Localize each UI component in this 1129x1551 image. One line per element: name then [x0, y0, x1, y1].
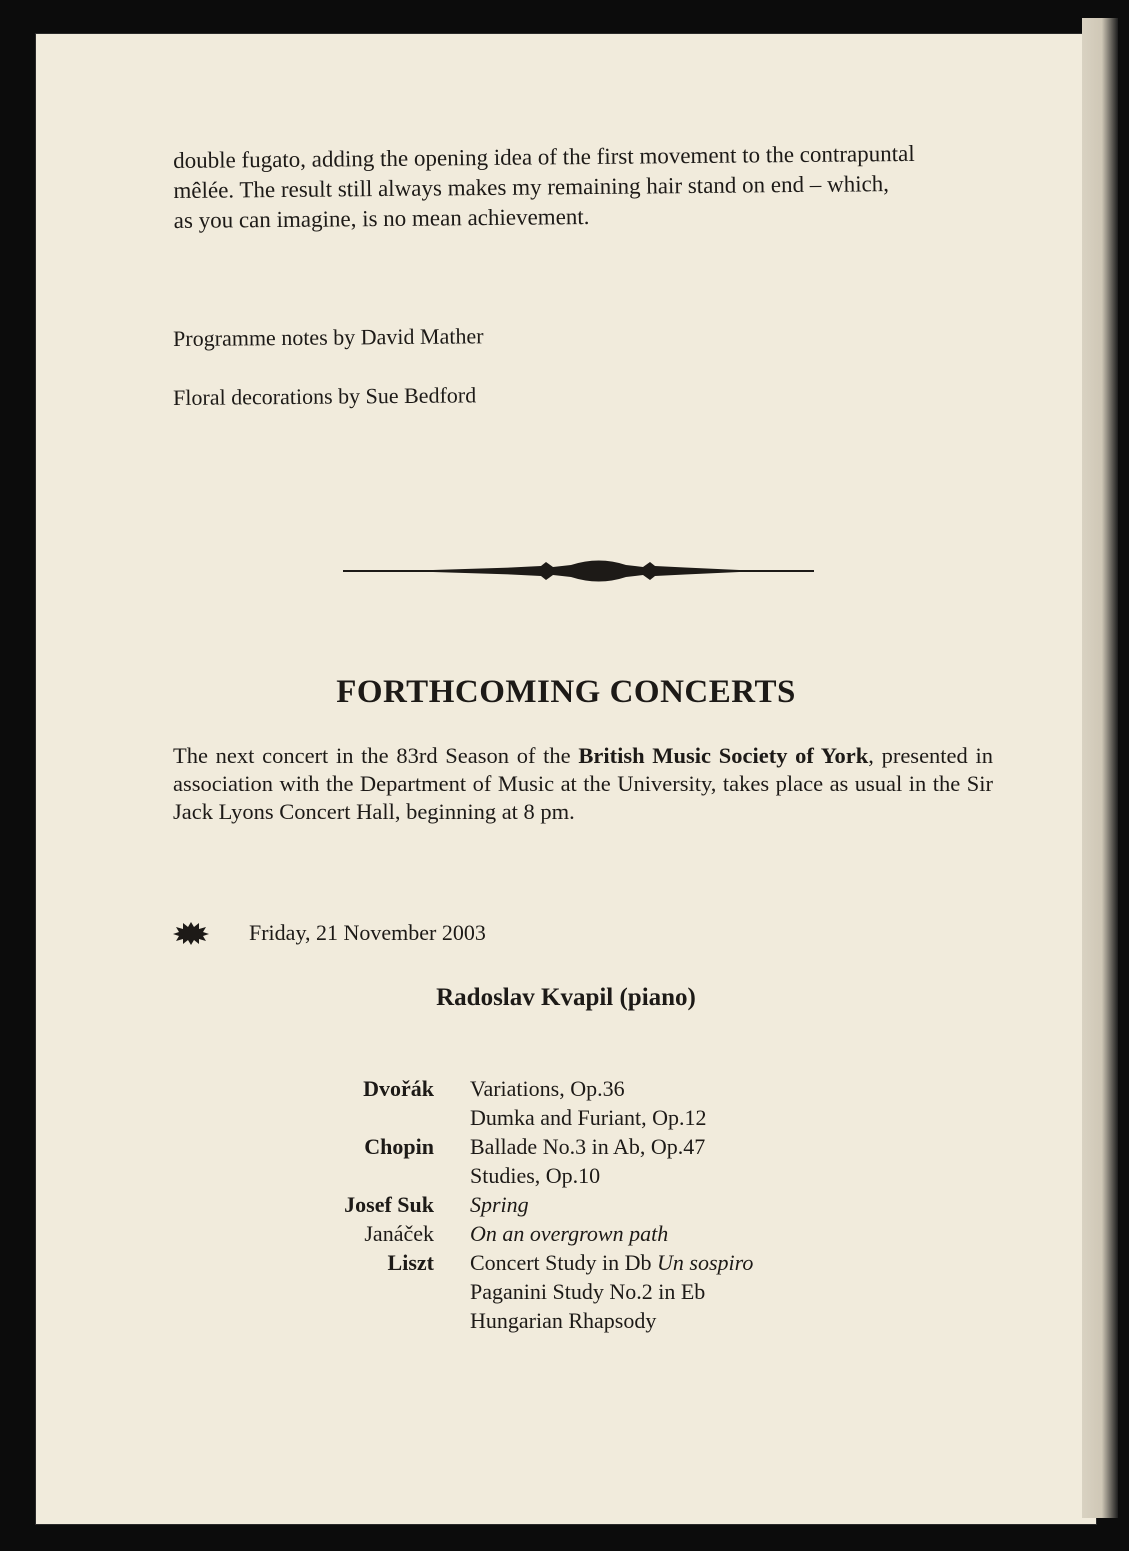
composer-name: Dvořák: [363, 1076, 434, 1101]
society-name: British Music Society of York: [578, 743, 869, 768]
work-title: [470, 1306, 656, 1335]
composer-name: Josef Suk: [344, 1192, 434, 1217]
work-title: [470, 1219, 668, 1248]
work-title: [470, 1103, 706, 1132]
programme-item: [236, 1219, 856, 1248]
work-title-text: Studies, Op.10: [470, 1163, 601, 1188]
work-title: [470, 1132, 705, 1161]
work-title: [470, 1074, 625, 1103]
work-title-text: Dumka and Furiant, Op.12: [470, 1105, 707, 1130]
work-title-text: Ballade No.3 in Ab, Op.47: [470, 1134, 706, 1159]
intro-line: mêlée. The result still always makes my remaining hair stand on end – which,: [173, 171, 890, 203]
programme-notes-credit: Programme notes by David Mather: [173, 323, 484, 351]
intro-paragraph: [173, 138, 994, 236]
work-title-text: Concert Study in Db: [470, 1250, 657, 1275]
programme-item: [236, 1306, 856, 1335]
work-title: [470, 1248, 753, 1277]
programme-item: [236, 1103, 856, 1132]
work-title: [470, 1277, 705, 1306]
composer-name: Chopin: [364, 1134, 434, 1159]
star-burst-icon: [173, 921, 209, 945]
intro-line: as you can imagine, is no mean achievement.: [173, 204, 590, 233]
announcement-text-continued: , presented in association with the Department of Music at the University, takes place as usual in the Sir Jack Lyons Concert Hall, beginning at 8 pm.: [173, 743, 993, 824]
composer-name: Liszt: [387, 1250, 434, 1275]
programme-item: [236, 1074, 856, 1103]
work-title-italic: Spring: [470, 1192, 529, 1217]
floral-decorations-credit: Floral decorations by Sue Bedford: [173, 382, 477, 410]
concert-date: Friday, 21 November 2003: [249, 920, 486, 945]
composer-name: Janáček: [364, 1221, 434, 1246]
programme-item: [236, 1161, 856, 1190]
announcement-text: The next concert in the 83rd Season of the: [173, 743, 579, 768]
intro-line: double fugato, adding the opening idea of the first movement to the contrapuntal: [173, 140, 915, 173]
programme-item: [236, 1277, 856, 1306]
programme-item: [236, 1248, 856, 1277]
programme-item: [236, 1132, 856, 1161]
page-edge: [1082, 18, 1118, 1518]
work-title-italic: Un sospiro: [657, 1250, 754, 1275]
announcement-paragraph: [173, 742, 993, 826]
work-title-text: Hungarian Rhapsody: [470, 1308, 657, 1333]
programme-list: [236, 1074, 856, 1335]
page-sheet: [36, 34, 1096, 1524]
work-title-text: Variations, Op.36: [470, 1076, 625, 1101]
work-title: [470, 1190, 529, 1219]
performer-name: Radoslav Kvapil (piano): [436, 984, 696, 1011]
ornamental-divider-icon: [341, 552, 816, 590]
work-title-italic: On an overgrown path: [470, 1221, 669, 1246]
work-title-text: Paganini Study No.2 in Eb: [470, 1279, 706, 1304]
section-title: FORTHCOMING CONCERTS: [336, 674, 796, 710]
work-title: [470, 1161, 600, 1190]
programme-item: [236, 1190, 856, 1219]
